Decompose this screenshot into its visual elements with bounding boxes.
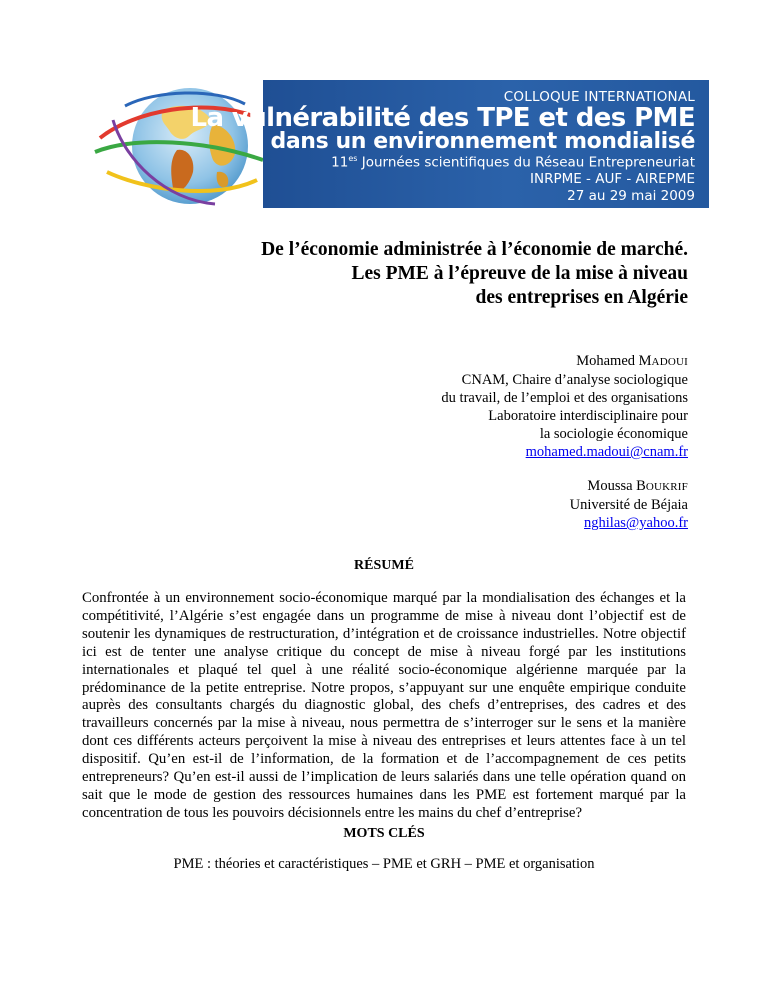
author-name: Mohamed MADOUI xyxy=(576,353,688,369)
title-line-2: Les PME à l’épreuve de la mise à niveau xyxy=(351,263,688,284)
banner-colloque-label: COLLOQUE INTERNATIONAL xyxy=(503,89,695,105)
globe-logo-icon xyxy=(85,80,270,208)
resume-text: Confrontée à un environnement socio-économique marqué par la mondialisation des échanges et la compétitivité, l’Algérie s’est engagée dans un programme de mise à niveau dont l’objectif est de soutenir les dynamiques de restructuration, d’intégration et de croissance industrielles. Notre objectif ici est de tenter une analyse critique du concept de mise à niveau forgé par les institutions internationales et plaqué tel quel à une réalité socio-économique algérienne marquée par la prédominance de la petite entreprise. Notre propos, s’appuyant sur une enquête empirique conduite auprès des consultants chargés du diagnostic global, des chefs d’entreprises, des cadres et des travailleurs concernés par la mise à niveau, nous permettra de s’interroger sur le sens et la manière dont ces différents acteurs perçoivent la mise à niveau des entreprises et leurs attentes face à un tel dispositif. Qu’en est-il de l’information, de la formation et de l’accompagnement de ces petits entrepreneurs? Qu’en est-il aussi de l’implication de leurs salariés dans une telle opération quand on sait que le mode de gestion des ressources humaines dans les PME est fortement marqué par la concentration de tous les pouvoirs décisionnels entre les mains du chef d’entreprise? xyxy=(82,590,686,821)
banner-organisers: INRPME - AUF - AIREPME xyxy=(529,171,695,187)
author-affiliation-line: du travail, de l’emploi et des organisations xyxy=(441,390,688,406)
title-line-3: des entreprises en Algérie xyxy=(475,287,688,308)
banner-journees: $11^{es}$ Journées scientifiques du Réseau Entrepreneuriat xyxy=(331,154,695,171)
banner-panel xyxy=(190,80,709,208)
keywords-heading: MOTS CLÉS xyxy=(343,826,425,841)
author-affiliation-line: Laboratoire interdisciplinaire pour xyxy=(488,408,688,424)
author-email-link[interactable]: mohamed.madoui@cnam.fr xyxy=(525,444,688,460)
author-block-2 xyxy=(288,477,688,532)
conference-banner xyxy=(85,80,709,208)
banner-dates: 27 au 29 mai 2009 xyxy=(567,188,695,204)
author-name: Moussa BOUKRIF xyxy=(587,478,688,494)
paper-title xyxy=(128,238,688,310)
author-affiliation-line: la sociologie économique xyxy=(539,426,688,442)
banner-title-line2: dans un environnement mondialisé xyxy=(270,129,695,154)
resume-heading: RÉSUMÉ xyxy=(354,558,414,573)
keywords-text: PME : théories et caractéristiques – PME et GRH – PME et organisation xyxy=(173,856,595,872)
author-affiliation-line: CNAM, Chaire d’analyse sociologique xyxy=(461,372,688,388)
author-email-link[interactable]: nghilas@yahoo.fr xyxy=(584,515,688,531)
author-affiliation-line: Université de Béjaia xyxy=(569,497,688,513)
banner-title-line1: La vulnérabilité des TPE et des PME xyxy=(190,103,695,133)
author-block-1 xyxy=(288,352,688,461)
title-line-1: De l’économie administrée à l’économie de marché. xyxy=(261,239,688,260)
